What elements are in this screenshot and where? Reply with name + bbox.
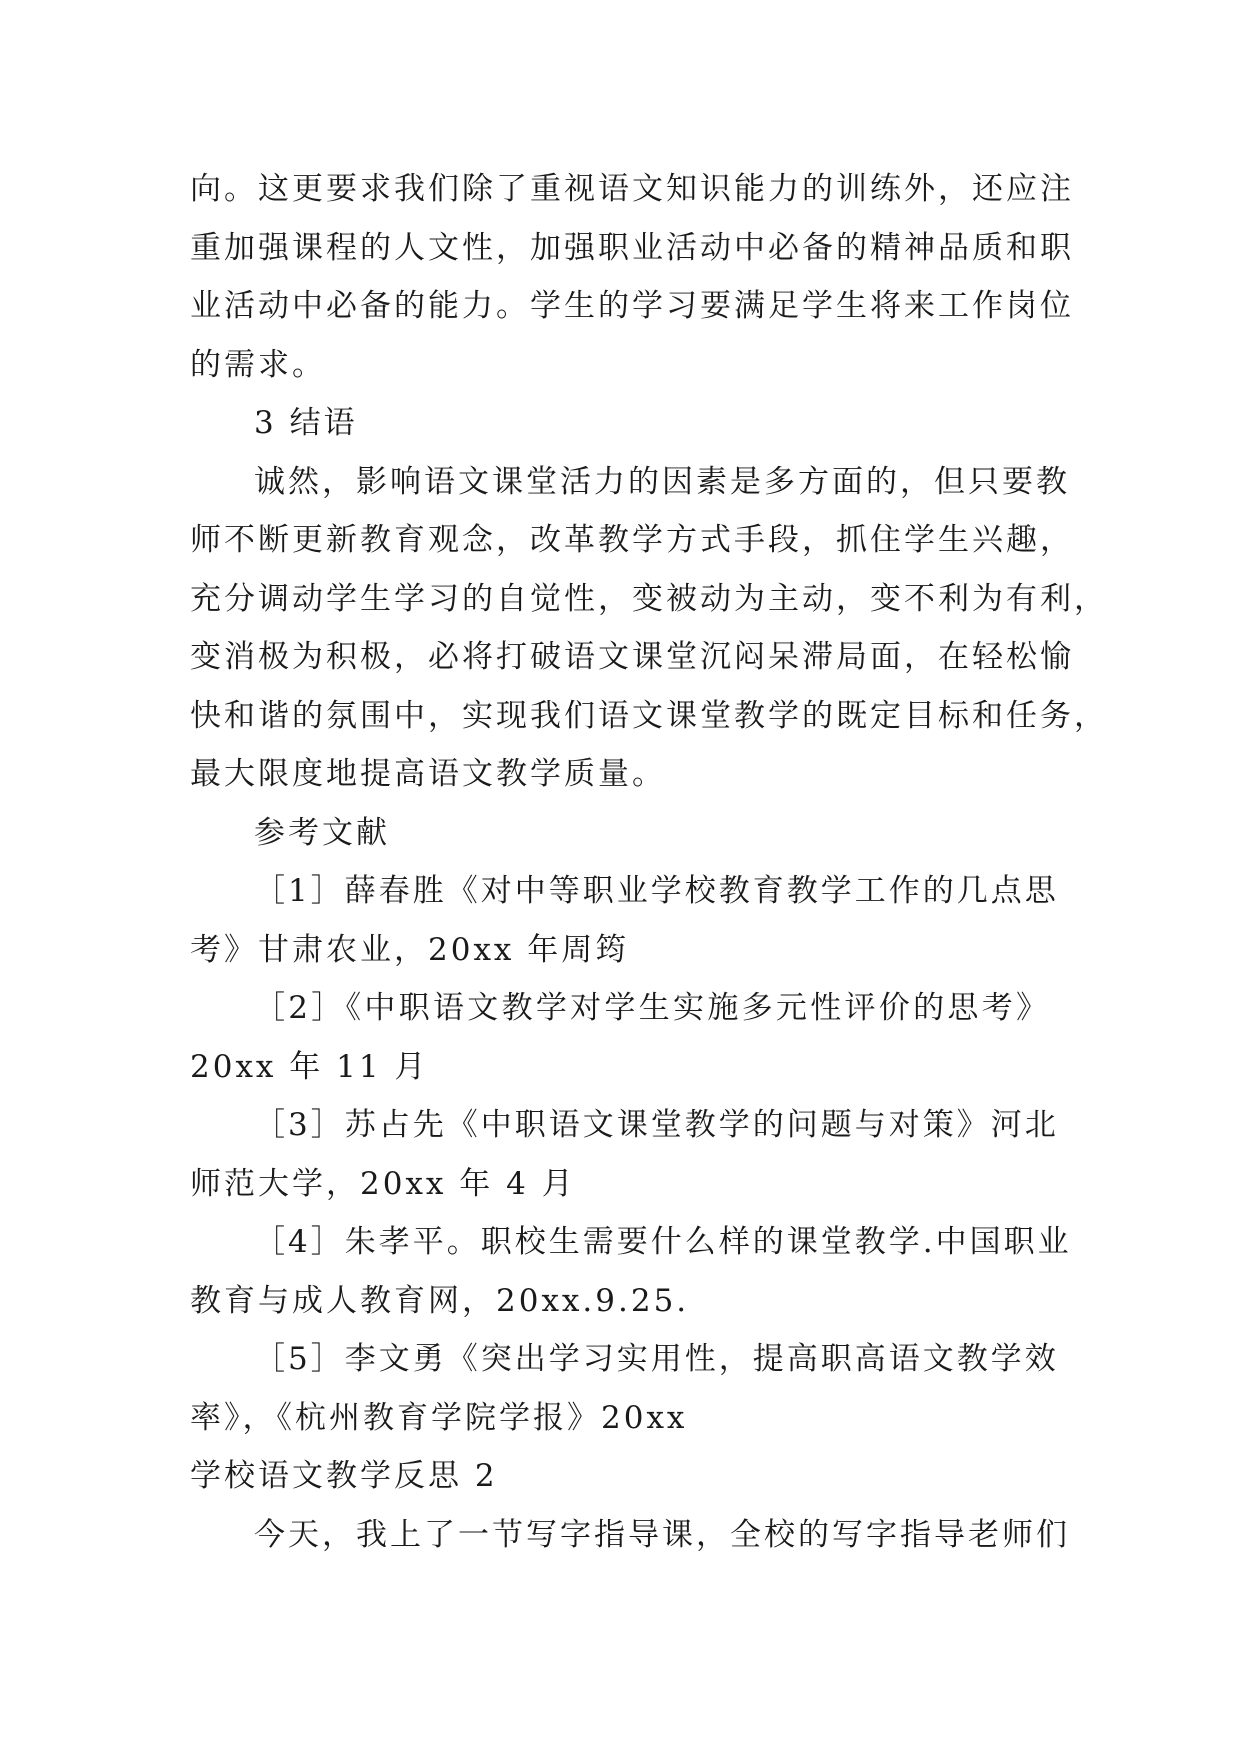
paragraph-line: 充分调动学生学习的自觉性，变被动为主动，变不利为有利，: [190, 580, 1108, 617]
paragraph-line: 变消极为积极，必将打破语文课堂沉闷呆滞局面，在轻松愉: [190, 639, 1074, 675]
reference-line: ［4］朱孝平。职校生需要什么样的课堂教学.中国职业: [254, 1224, 1072, 1260]
paragraph-line: 师不断更新教育观念，改革教学方式手段，抓住学生兴趣，: [190, 522, 1074, 558]
reference-line: 考》甘肃农业，20xx 年周筠: [190, 931, 630, 968]
paragraph-line: 快和谐的氛围中，实现我们语文课堂教学的既定目标和任务，: [190, 697, 1108, 734]
paragraph-line: 向。这更要求我们除了重视语文知识能力的训练外，还应注: [190, 171, 1074, 207]
body-text: [190, 160, 1108, 1564]
reference-line: ［3］苏占先《中职语文课堂教学的问题与对策》河北: [254, 1107, 1059, 1143]
paragraph-line: 今天，我上了一节写字指导课，全校的写字指导老师们: [254, 1516, 1070, 1553]
paragraph-line: 诚然，影响语文课堂活力的因素是多方面的，但只要教: [254, 463, 1070, 500]
reference-line: 率》，《杭州教育学院学报》20xx: [190, 1399, 688, 1436]
section-heading: 3 结语: [254, 405, 358, 441]
reference-line: 教育与成人教育网，20xx.9.25.: [190, 1282, 690, 1319]
paragraph-line: 最大限度地提高语文教学质量。: [190, 756, 666, 792]
paragraph-line: 业活动中必备的能力。学生的学习要满足学生将来工作岗位: [190, 288, 1074, 324]
reference-line: ［2］《中职语文教学对学生实施多元性评价的思考》: [254, 990, 1050, 1026]
reference-line: 20xx 年 11 月: [190, 1048, 429, 1085]
reference-line: ［1］薛春胜《对中等职业学校教育教学工作的几点思: [254, 873, 1059, 909]
references-heading: 参考文献: [254, 814, 390, 851]
reference-line: 师范大学，20xx 年 4 月: [190, 1165, 576, 1202]
article-title: 学校语文教学反思 2: [190, 1458, 498, 1494]
reference-line: ［5］李文勇《突出学习实用性，提高职高语文教学效: [254, 1341, 1059, 1377]
paragraph-line: 重加强课程的人文性，加强职业活动中必备的精神品质和职: [190, 229, 1074, 266]
paragraph-line: 的需求。: [190, 346, 326, 383]
